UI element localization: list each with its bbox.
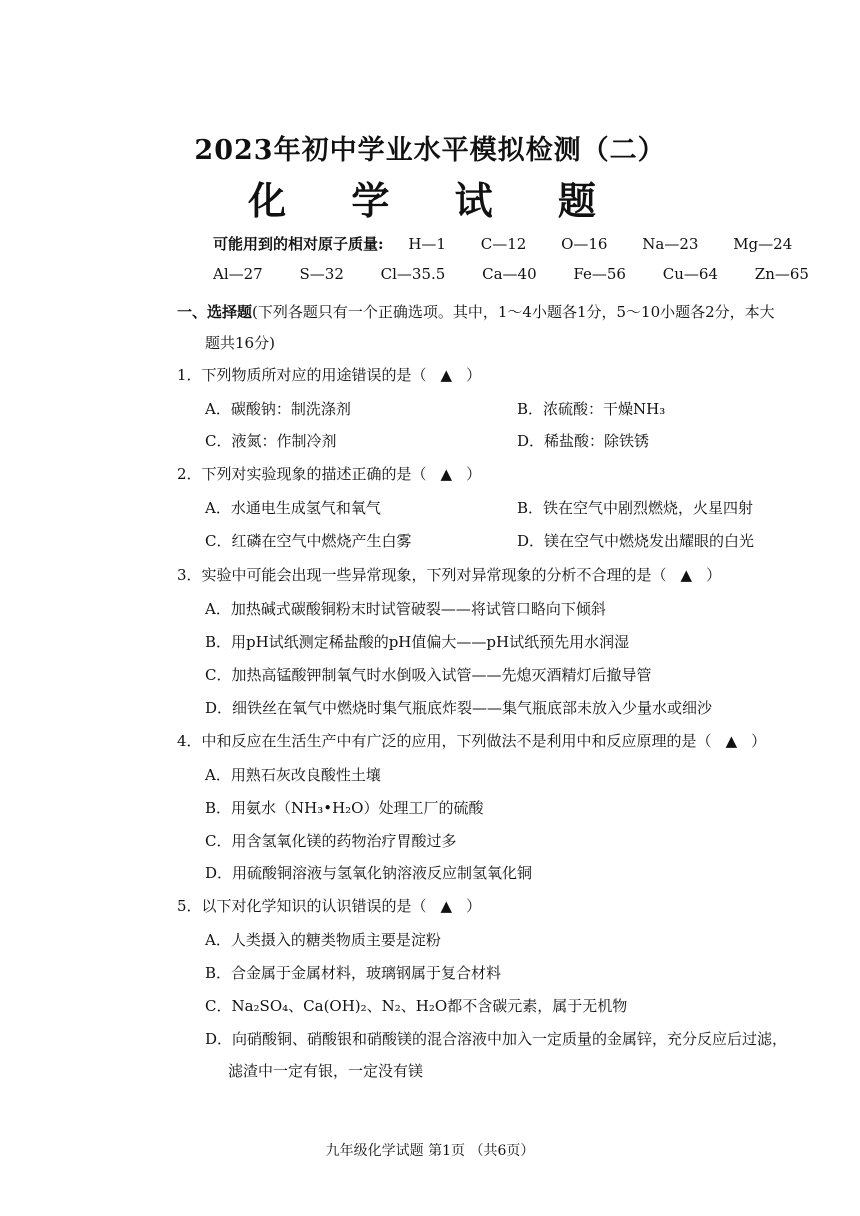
question-5-option-a: A．人类摄入的糖类物质主要是淀粉 bbox=[205, 931, 441, 949]
atomic-mass-label: 可能用到的相对原子质量: bbox=[213, 235, 384, 253]
question-3-option-b: B．用pH试纸测定稀盐酸的pH值偏大——pH试纸预先用水润湿 bbox=[205, 633, 630, 651]
section-instruction-cont: 题共16分) bbox=[205, 334, 275, 352]
question-5-option-c: C．Na₂SO₄、Ca(OH)₂、N₂、H₂O都不含碳元素，属于无机物 bbox=[205, 997, 628, 1015]
subject-title: 化 学 试 题 bbox=[248, 178, 622, 223]
question-5-stem bbox=[177, 895, 481, 916]
question-2-option-a: A．水通电生成氢气和氧气 bbox=[205, 499, 381, 517]
close-paren: ） bbox=[706, 566, 722, 584]
question-text: 2．下列对实验现象的描述正确的是（ bbox=[177, 465, 427, 483]
atomic-mass: H—1 bbox=[408, 235, 446, 253]
atomic-mass: Cl—35.5 bbox=[380, 265, 446, 283]
question-2-option-c: C．红磷在空气中燃烧产生白雾 bbox=[205, 532, 412, 550]
question-4-stem bbox=[177, 730, 766, 751]
question-2-stem bbox=[177, 463, 481, 484]
close-paren: ） bbox=[466, 366, 482, 384]
answer-triangle-icon: ▲ bbox=[440, 897, 453, 915]
page-footer: 九年级化学试题 第1页 （共6页） bbox=[325, 1143, 535, 1159]
question-3-stem bbox=[177, 564, 721, 585]
question-2-option-d: D．镁在空气中燃烧发出耀眼的白光 bbox=[517, 532, 755, 550]
section-heading bbox=[177, 297, 837, 359]
question-2-option-b: B．铁在空气中剧烈燃烧，火星四射 bbox=[517, 499, 754, 517]
atomic-mass-row-2 bbox=[213, 265, 841, 283]
close-paren: ） bbox=[466, 465, 482, 483]
close-paren: ） bbox=[751, 732, 767, 750]
question-1-stem bbox=[177, 364, 481, 385]
atomic-mass: Na—23 bbox=[642, 235, 699, 253]
atomic-mass: C—12 bbox=[480, 235, 527, 253]
question-4-option-c: C．用含氢氧化镁的药物治疗胃酸过多 bbox=[205, 832, 457, 850]
atomic-mass: S—32 bbox=[299, 265, 344, 283]
question-1-option-d: D．稀盐酸：除铁锈 bbox=[517, 432, 650, 450]
question-4-option-d: D．用硫酸铜溶液与氢氧化钠溶液反应制氢氧化铜 bbox=[205, 864, 533, 882]
question-1-option-a: A．碳酸钠：制洗涤剂 bbox=[205, 400, 351, 418]
question-text: 1．下列物质所对应的用途错误的是（ bbox=[177, 366, 427, 384]
close-paren: ） bbox=[466, 897, 482, 915]
answer-triangle-icon: ▲ bbox=[440, 465, 453, 483]
question-4-option-a: A．用熟石灰改良酸性土壤 bbox=[205, 766, 381, 784]
section-instruction: (下列各题只有一个正确选项。其中，1～4小题各1分，5～10小题各2分，本大 bbox=[252, 303, 775, 321]
question-4-option-b: B．用氨水（NH₃•H₂O）处理工厂的硫酸 bbox=[205, 799, 484, 817]
question-3-option-c: C．加热高锰酸钾制氧气时水倒吸入试管——先熄灭酒精灯后撤导管 bbox=[205, 666, 652, 684]
answer-triangle-icon: ▲ bbox=[725, 732, 738, 750]
question-3-option-a: A．加热碱式碳酸铜粉末时试管破裂——将试管口略向下倾斜 bbox=[205, 600, 606, 618]
question-1-option-c: C．液氮：作制冷剂 bbox=[205, 432, 337, 450]
exam-title: 2023年初中学业水平模拟检测（二） bbox=[194, 135, 666, 166]
question-3-option-d: D．细铁丝在氧气中燃烧时集气瓶底炸裂——集气瓶底部未放入少量水或细沙 bbox=[205, 699, 713, 717]
answer-triangle-icon: ▲ bbox=[440, 366, 453, 384]
atomic-mass: Cu—64 bbox=[662, 265, 718, 283]
atomic-mass: O—16 bbox=[561, 235, 608, 253]
question-text: 5．以下对化学知识的认识错误的是（ bbox=[177, 897, 427, 915]
question-5-option-d-cont: 滤渣中一定有银，一定没有镁 bbox=[228, 1062, 424, 1080]
atomic-mass-row-1 bbox=[213, 233, 822, 254]
atomic-mass: Ca—40 bbox=[482, 265, 537, 283]
atomic-mass: Al—27 bbox=[213, 265, 263, 283]
question-text: 4．中和反应在生活生产中有广泛的应用，下列做法不是利用中和反应原理的是（ bbox=[177, 732, 712, 750]
atomic-mass: Mg—24 bbox=[733, 235, 793, 253]
question-text: 3．实验中可能会出现一些异常现象，下列对异常现象的分析不合理的是（ bbox=[177, 566, 667, 584]
answer-triangle-icon: ▲ bbox=[680, 566, 693, 584]
question-5-option-b: B．合金属于金属材料，玻璃钢属于复合材料 bbox=[205, 964, 502, 982]
question-1-option-b: B．浓硫酸：干燥NH₃ bbox=[517, 400, 666, 418]
question-5-option-d: D．向硝酸铜、硝酸银和硝酸镁的混合溶液中加入一定质量的金属锌，充分反应后过滤， bbox=[205, 1030, 788, 1048]
atomic-mass: Fe—56 bbox=[573, 265, 626, 283]
section-title: 一、选择题 bbox=[177, 303, 253, 321]
atomic-mass: Zn—65 bbox=[754, 265, 809, 283]
